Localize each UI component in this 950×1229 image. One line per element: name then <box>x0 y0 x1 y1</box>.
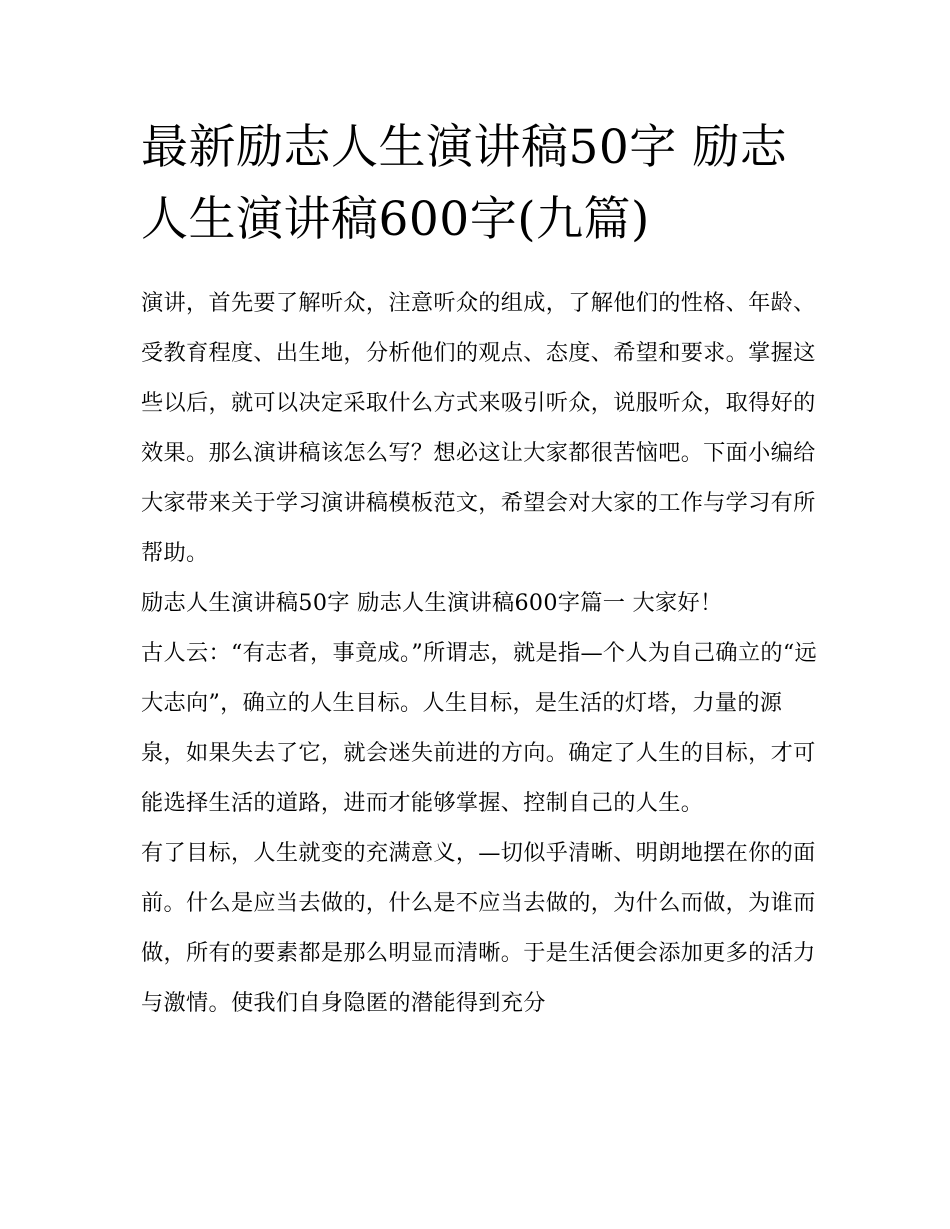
document-body <box>141 278 817 1028</box>
paragraph-ambition: 古人云：“有志者，事竟成。”所谓志，就是指—个人为自己确立的“远大志向”，确立的人生目标。人生目标，是生活的灯塔，力量的源泉，如果失去了它，就会迷失前进的方向。确定了人生的目标，才可能选择生活的道路，进而才能够掌握、控制自己的人生。 <box>141 640 817 816</box>
paragraph-intro: 演讲，首先要了解听众，注意听众的组成，了解他们的性格、年龄、受教育程度、出生地，分析他们的观点、态度、希望和要求。掌握这些以后，就可以决定采取什么方式来吸引听众，说服听众，取得好的效果。那么演讲稿该怎么写？想必这让大家都很苦恼吧。下面小编给大家带来关于学习演讲稿模板范文，希望会对大家的工作与学习有所帮助。 <box>141 290 816 566</box>
document-title: 最新励志人生演讲稿50字 励志人生演讲稿600字(九篇) <box>141 120 788 247</box>
paragraph-goals: 有了目标，人生就变的充满意义，—切似乎清晰、明朗地摆在你的面前。什么是应当去做的，什么是不应当去做的，为什么而做，为谁而做，所有的要素都是那么明显而清晰。于是生活便会添加更多的活力与激情。使我们自身隐匿的潜能得到充分 <box>141 840 816 1016</box>
paragraph-section-heading: 励志人生演讲稿50字 励志人生演讲稿600字篇一 大家好！ <box>141 590 723 616</box>
